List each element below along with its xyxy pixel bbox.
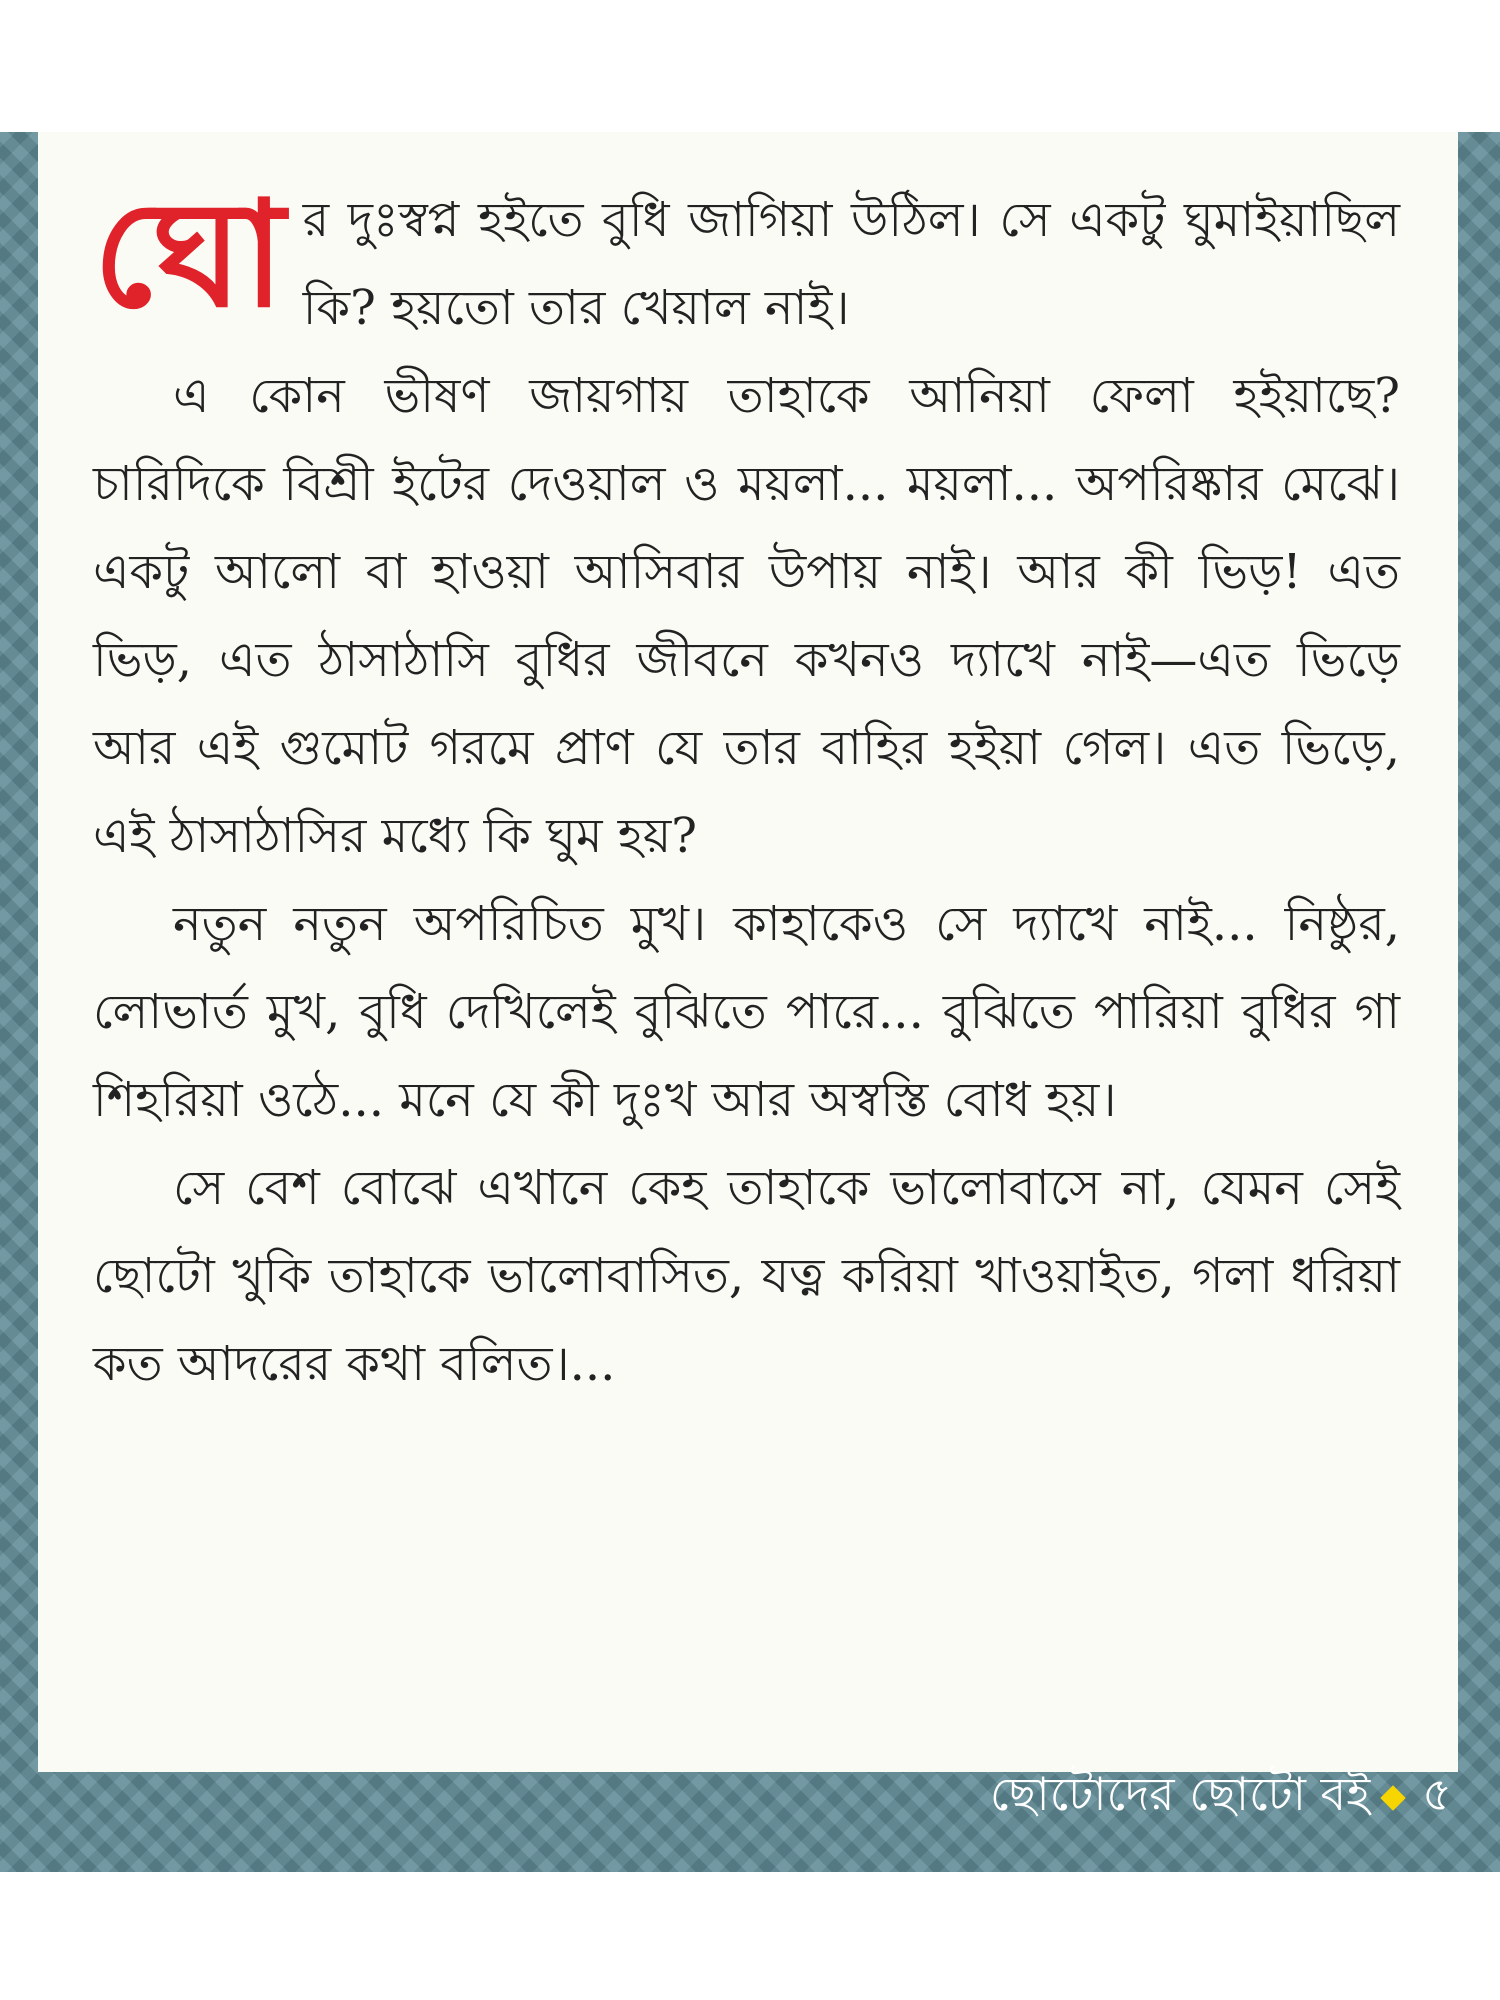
page-footer (990, 1760, 1452, 1836)
diamond-icon (1380, 1785, 1405, 1810)
page-frame (0, 132, 1500, 1872)
drop-cap: ঘো (93, 169, 285, 340)
paragraph-2: এ কোন ভীষণ জায়গায় তাহাকে আনিয়া ফেলা হইয়াছে? চারিদিকে বিশ্রী ইটের দেওয়াল ও ময়লা... ময়লা... অপরিষ্কার মেঝে। একটু আলো বা হাওয়া আসিবার উপায় নাই। আর কী ভিড়! এত ভিড়, এত ঠাসাঠাসি বুধির জীবনে কখনও দ্যাখে নাই—এত ভিড়ে আর এই গুমোট গরমে প্রাণ যে তার বাহির হইয়া গেল। এত ভিড়ে, এই ঠাসাঠাসির মধ্যে কি ঘুম হয়? (93, 368, 1400, 864)
page-number: ৫ (1422, 1767, 1452, 1821)
paragraph-4: সে বেশ বোঝে এখানে কেহ তাহাকে ভালোবাসে না, যেমন সেই ছোটো খুকি তাহাকে ভালোবাসিত, যত্ন করিয়া খাওয়াইত, গলা ধরিয়া কত আদরের কথা বলিত।... (93, 1160, 1400, 1392)
paragraph-1: র দুঃস্বপ্ন হইতে বুধি জাগিয়া উঠিল। সে একটু ঘুমাইয়াছিল কি? হয়তো তার খেয়াল নাই। (302, 192, 1400, 336)
paragraph-3: নতুন নতুন অপরিচিত মুখ। কাহাকেও সে দ্যাখে নাই... নিষ্ঠুর, লোভার্ত মুখ, বুধি দেখিলেই বুঝিতে পারে... বুঝিতে পারিয়া বুধির গা শিহরিয়া ওঠে... মনে যে কী দুঃখ আর অস্বস্তি বোধ হয়। (93, 896, 1400, 1128)
text-panel (38, 132, 1458, 1772)
footer-book-title: ছোটোদের ছোটো বই (989, 1767, 1371, 1821)
opening-block (93, 169, 1400, 352)
